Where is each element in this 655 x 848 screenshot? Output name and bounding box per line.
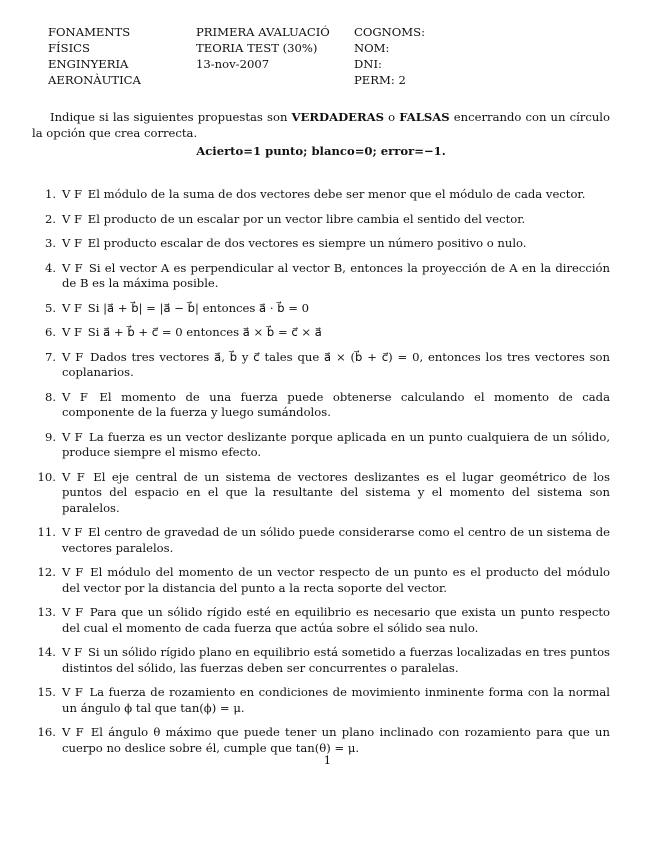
exam-title: PRIMERA AVALUACIÓ xyxy=(196,25,330,39)
question-number: 3. xyxy=(44,236,56,250)
vf-options[interactable]: V F xyxy=(62,429,83,444)
question-item xyxy=(32,212,610,228)
perm-label: PERM: 2 xyxy=(354,73,406,87)
question-item xyxy=(32,261,610,292)
question-text: El centro de gravedad de un sólido puede considerarse como el centro de un sistema de vectores paralelos. xyxy=(62,525,610,555)
question-number: 13. xyxy=(37,605,56,619)
student-fields-block xyxy=(354,25,425,89)
question-text: Para que un sólido rígido esté en equilibrio es necesario que exista un punto respecto del cual el momento de cada fuerza que actúa sobre el sólido sea nulo. xyxy=(62,605,611,635)
question-number: 1. xyxy=(44,187,56,201)
vf-options[interactable]: V F xyxy=(62,300,83,315)
course-line-3: ENGINYERIA xyxy=(48,57,129,71)
question-text: El ángulo θ máximo que puede tener un plano inclinado con rozamiento para que un cuerpo no deslice sobre él, cumple que tan(θ) = μ. xyxy=(62,725,610,755)
vf-options[interactable]: V F xyxy=(62,469,85,484)
name-field-label: NOM: xyxy=(354,41,390,55)
question-number: 15. xyxy=(37,685,56,699)
instructions-text-3: encerrando con un círculo la opción que crea correcta. xyxy=(32,110,610,140)
question-text: El módulo del momento de un vector respecto de un punto es el producto del módulo del vector por la distancia del punto a la recta soporte del vector. xyxy=(62,565,611,595)
question-number: 8. xyxy=(44,389,56,404)
question-number: 10. xyxy=(37,469,56,484)
vf-options[interactable]: V F xyxy=(62,236,83,250)
question-item xyxy=(32,187,610,203)
course-name-block xyxy=(48,25,141,89)
question-number: 7. xyxy=(44,349,56,364)
instructions-text-1: Indique si las siguientes propuestas son xyxy=(50,110,292,124)
question-text: La fuerza de rozamiento en condiciones de movimiento inminente forma con la normal un ángulo ϕ tal que tan(ϕ) = μ. xyxy=(62,685,611,715)
question-item xyxy=(32,645,610,676)
question-number: 12. xyxy=(37,565,56,579)
instructions-true-keyword: VERDADERAS xyxy=(291,110,384,124)
vf-options[interactable]: V F xyxy=(62,211,83,226)
vf-options[interactable]: V F xyxy=(62,525,83,539)
question-item xyxy=(32,470,610,517)
vf-options[interactable]: V F xyxy=(62,187,83,201)
question-number: 11. xyxy=(37,525,56,539)
exam-header xyxy=(48,25,608,89)
question-item xyxy=(32,301,610,317)
question-number: 16. xyxy=(37,725,56,739)
question-number: 9. xyxy=(44,429,56,444)
question-text: Dados tres vectores a⃗, b⃗ y c⃗ tales que a⃗ × (b⃗ + c⃗) = 0, entonces los tres vectores son coplanarios. xyxy=(62,349,611,379)
course-line-4: AERONÀUTICA xyxy=(48,73,141,87)
question-number: 4. xyxy=(44,260,56,275)
vf-options[interactable]: V F xyxy=(62,645,83,659)
question-item xyxy=(32,430,610,461)
question-text: El producto de un escalar por un vector libre cambia el sentido del vector. xyxy=(87,211,526,226)
question-number: 14. xyxy=(37,645,56,659)
question-item xyxy=(32,565,610,596)
question-list xyxy=(32,187,610,765)
question-item xyxy=(32,325,610,341)
question-item xyxy=(32,605,610,636)
question-text: El producto escalar de dos vectores es siempre un número positivo o nulo. xyxy=(87,236,527,250)
question-text: Si |a⃗ + b⃗| = |a⃗ − b⃗| entonces a⃗ · b⃗ = 0 xyxy=(87,300,310,315)
question-number: 6. xyxy=(44,325,56,339)
vf-options[interactable]: V F xyxy=(62,565,84,579)
question-text: La fuerza es un vector deslizante porque aplicada en un punto cualquiera de un sólido, produce siempre el mismo efecto. xyxy=(62,429,610,459)
question-text: Si el vector A es perpendicular al vector B, entonces la proyección de A en la dirección de B es la máxima posible. xyxy=(62,260,610,290)
question-item xyxy=(32,685,610,716)
dni-field-label: DNI: xyxy=(354,57,382,71)
exam-subtitle: TEORIA TEST (30%) xyxy=(196,41,318,55)
question-item xyxy=(32,725,610,756)
question-text: Si un sólido rígido plano en equilibrio está sometido a fuerzas localizadas en tres puntos distintos del sólido, las fuerzas deben ser concurrentes o paralelas. xyxy=(62,645,611,675)
question-text: El módulo de la suma de dos vectores debe ser menor que el módulo de cada vector. xyxy=(87,187,586,201)
course-line-2: FÍSICS xyxy=(48,41,90,55)
question-item xyxy=(32,236,610,252)
question-text: El momento de una fuerza puede obtenerse calculando el momento de cada componente de la fuerza y luego sumándolos. xyxy=(62,389,610,419)
exam-info-block xyxy=(196,25,330,73)
question-text: Si a⃗ + b⃗ + c⃗ = 0 entonces a⃗ × b⃗ = c⃗ × a⃗ xyxy=(87,325,322,339)
surname-field-label: COGNOMS: xyxy=(354,25,426,39)
question-text: El eje central de un sistema de vectores deslizantes es el lugar geométrico de los puntos del espacio en el que la resultante del sistema y el momento del sistema son paralelos. xyxy=(62,469,610,515)
instructions xyxy=(32,110,610,141)
scoring-rule: Acierto=1 punto; blanco=0; error=−1. xyxy=(196,144,446,158)
question-item xyxy=(32,390,610,421)
vf-options[interactable]: V F xyxy=(62,725,84,739)
vf-options[interactable]: V F xyxy=(62,685,83,699)
question-number: 2. xyxy=(44,211,56,226)
vf-options[interactable]: V F xyxy=(62,389,88,404)
question-item xyxy=(32,525,610,556)
exam-date: 13-nov-2007 xyxy=(196,57,270,71)
vf-options[interactable]: V F xyxy=(62,605,84,619)
page-number: 1 xyxy=(323,753,332,767)
vf-options[interactable]: V F xyxy=(62,349,84,364)
instructions-false-keyword: FALSAS xyxy=(399,110,450,124)
instructions-text-2: o xyxy=(383,110,400,124)
question-number: 5. xyxy=(44,300,56,315)
vf-options[interactable]: V F xyxy=(62,260,83,275)
question-item xyxy=(32,350,610,381)
course-line-1: FONAMENTS xyxy=(48,25,131,39)
vf-options[interactable]: V F xyxy=(62,325,83,339)
